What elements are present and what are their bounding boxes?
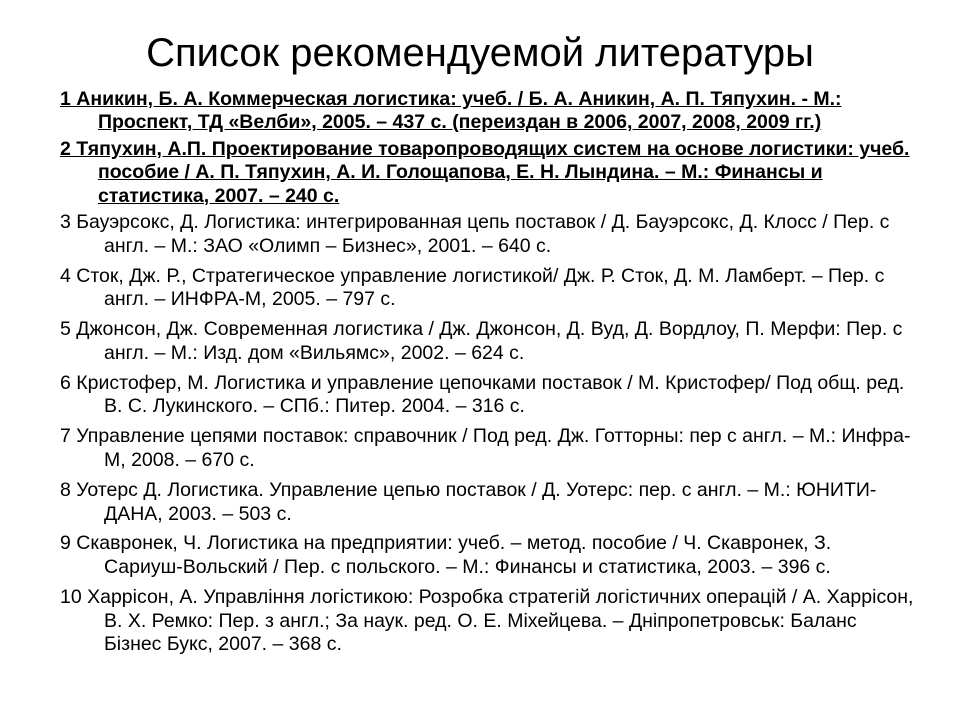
reference-list: [0, 88, 960, 657]
list-item: [60, 318, 914, 366]
reference-text: 1 Аникин, Б. А. Коммерческая логистика: учеб. / Б. А. Аникин, А. П. Тяпухин. - М.: Проспект, ТД «Велби», 2005. – 437 с. (переиздан в 2006, 2007, 2008, 2009 гг.): [60, 88, 842, 134]
reference-text: 8 Уотерс Д. Логистика. Управление цепью поставок / Д. Уотерс: пер. с англ. – М.: ЮНИТИ-ДАНА, 2003. – 503 с.: [60, 478, 877, 525]
reference-text: 2 Тяпухин, А.П. Проектирование товаропроводящих систем на основе логистики: учеб. пособие / А. П. Тяпухин, А. И. Голощапова, Е. Н. Лындина. – М.: Финансы и статистика, 2007. – 240 с.: [60, 137, 910, 207]
list-item: [60, 532, 914, 580]
list-item: [60, 138, 914, 208]
reference-text: 10 Харрісон, А. Управління логістикою: Розробка стратегій логістичних операцій / А. Харрісон, В. Х. Ремко: Пер. з англ.; За наук. ред. О. Е. Міхейцева. – Дніпропетровськ: Баланс Бізнес Букс, 2007. – 368 с.: [60, 585, 914, 656]
reference-text: 7 Управление цепями поставок: справочник / Под ред. Дж. Готторны: пер с англ. – М.: Инфра-М, 2008. – 670 с.: [60, 425, 911, 471]
list-item: [60, 88, 914, 135]
list-item: [60, 372, 914, 420]
reference-text: 5 Джонсон, Дж. Современная логистика / Дж. Джонсон, Д. Вуд, Д. Вордлоу, П. Мерфи: Пер. с англ. – М.: Изд. дом «Вильямс», 2002. – 624 с.: [60, 318, 903, 364]
list-item: [60, 479, 914, 527]
list-item: [60, 265, 914, 313]
page-title: Список рекомендуемой литературы: [146, 31, 814, 75]
reference-text: 6 Кристофер, М. Логистика и управление цепочками поставок / М. Кристофер/ Под общ. ред. В. С. Лукинского. – СПб.: Питер. 2004. – 316 с.: [60, 371, 905, 418]
list-item: [60, 211, 914, 259]
reference-text: 3 Бауэрсокс, Д. Логистика: интегрированная цепь поставок / Д. Бауэрсокс, Д. Клосс / Пер. с англ. – М.: ЗАО «Олимп – Бизнес», 2001. – 640 с.: [60, 210, 890, 257]
list-item: [60, 425, 914, 473]
reference-text: 4 Сток, Дж. Р., Стратегическое управление логистикой/ Дж. Р. Сток, Д. М. Ламберт. – Пер. с англ. – ИНФРА-М, 2005. – 797 с.: [60, 264, 885, 311]
list-item: [60, 586, 914, 657]
reference-text: 9 Скавронек, Ч. Логистика на предприятии: учеб. – метод. пособие / Ч. Скавронек, З. Сариуш-Вольский / Пер. с польского. – М.: Финансы и статистика, 2003. – 396 с.: [60, 532, 832, 579]
